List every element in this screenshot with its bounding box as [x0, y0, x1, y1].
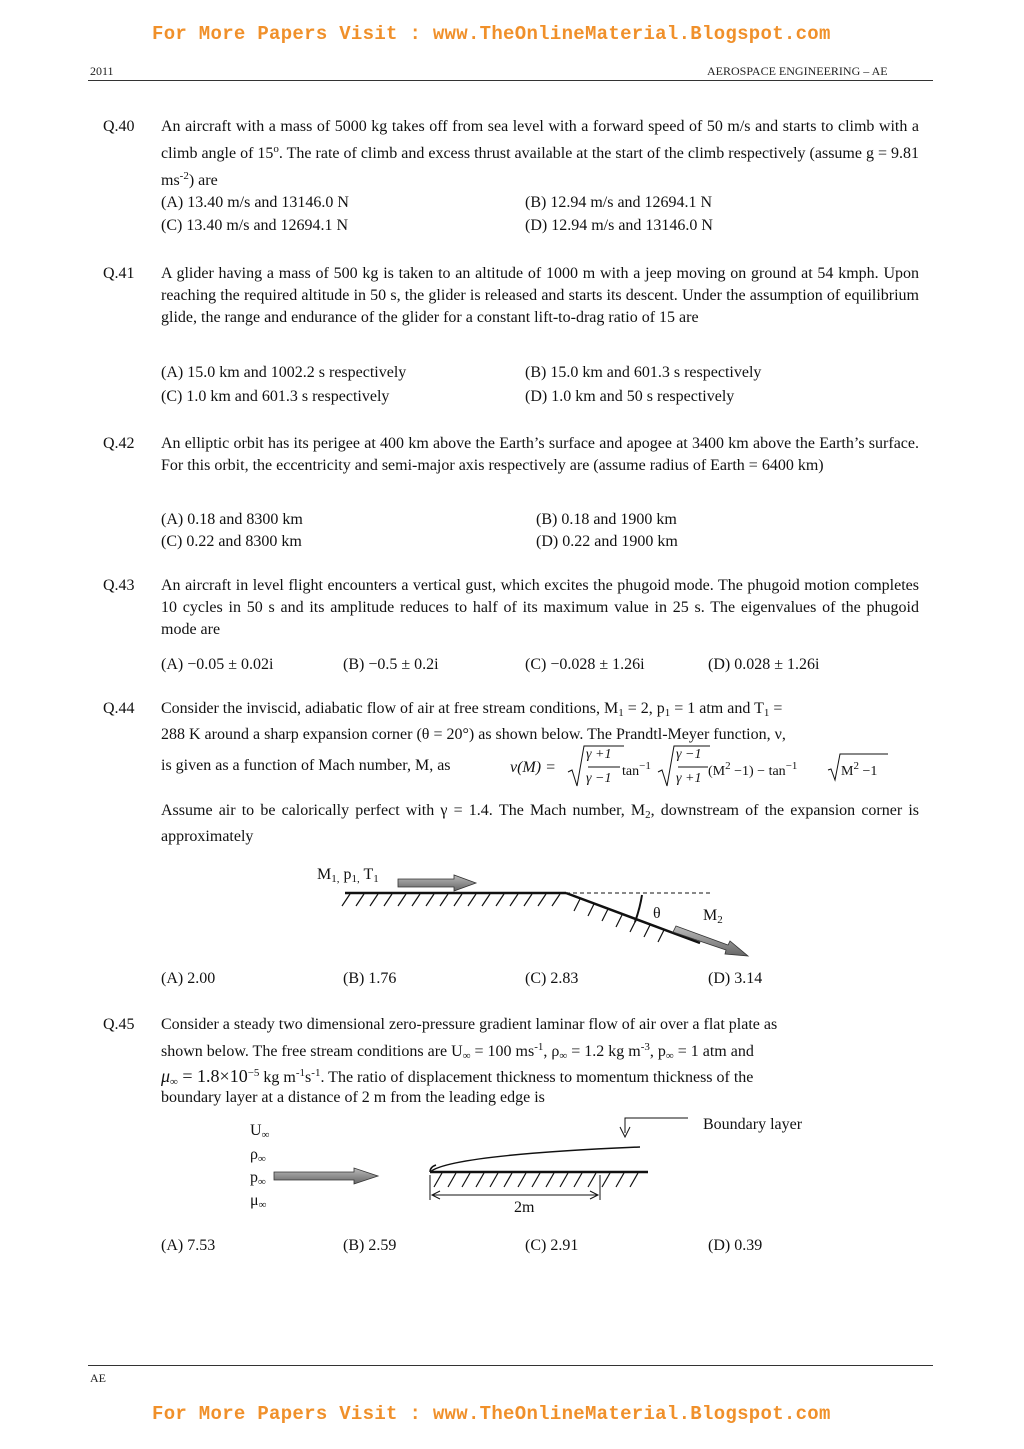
eq-sqrt-term: $M^2 -1$: [841, 760, 878, 779]
fig-outlet-label: $M_2$: [703, 907, 723, 926]
bl-pointer: [625, 1118, 688, 1133]
question-text: boundary layer at a distance of 2 m from the leading edge is: [161, 1089, 545, 1106]
option-b: (B) 1.76: [343, 970, 397, 987]
flat-plate-figure: [270, 1115, 710, 1225]
boundary-layer-curve: [430, 1147, 640, 1172]
option-d: (D) 1.0 km and 50 s respectively: [525, 388, 735, 405]
eq-numerator: γ +1: [586, 747, 612, 762]
fig-inlet-label: $M_{1,}$ $p_{1,}$ $T_1$: [317, 866, 379, 885]
angle-arc: [635, 895, 642, 922]
flow-arrow-inlet: [398, 875, 476, 891]
option-c: (C) 13.40 m/s and 12694.1 N: [161, 217, 349, 234]
header-year: 2011: [90, 64, 114, 78]
wall-hatching: [342, 894, 664, 942]
question-number: Q.44: [103, 700, 135, 717]
question-number: Q.42: [103, 435, 135, 452]
option-c: (C) 1.0 km and 601.3 s respectively: [161, 388, 390, 405]
option-a: (A) −0.05 ± 0.02i: [161, 656, 274, 673]
option-d: (D) 0.22 and 1900 km: [536, 533, 678, 550]
eq-numerator: γ −1: [676, 747, 702, 762]
option-a: (A) 2.00: [161, 970, 216, 987]
option-a: (A) 0.18 and 8300 km: [161, 511, 303, 528]
fig-length-label: 2m: [514, 1199, 535, 1216]
header-subject: AEROSPACE ENGINEERING – AE: [707, 64, 888, 78]
eq-denominator: γ +1: [676, 771, 702, 786]
fig-theta-label: θ: [653, 905, 661, 922]
flow-arrow: [274, 1168, 378, 1184]
option-a: (A) 7.53: [161, 1237, 216, 1254]
option-b: (B) 12.94 m/s and 12694.1 N: [525, 194, 713, 211]
option-a: (A) 15.0 km and 1002.2 s respectively: [161, 364, 407, 381]
fig-viscosity-label: $\mu_\infty$: [250, 1192, 267, 1211]
option-b: (B) −0.5 ± 0.2i: [343, 656, 439, 673]
eq-lhs: ν(M) =: [510, 759, 556, 776]
option-d: (D) 0.028 ± 1.26i: [708, 656, 820, 673]
question-text: $\mu_\infty = 1.8\times 10^{-5}$ kg $m^{-1}s^{-1}$. The ratio of displacement thickness to momentum thickness of the: [161, 1066, 754, 1088]
header-rule: [88, 80, 933, 81]
question-text: Consider the inviscid, adiabatic flow of air at free stream conditions, $M_1 = 2$, $p_1 = 1$ atm and $T_1$ = 288 K around a sharp expansion corner (θ = 20°) as shown below. The Prandtl-Meyer function, ν,: [161, 700, 786, 743]
option-c: (C) −0.028 ± 1.26i: [525, 656, 645, 673]
option-d: (D) 0.39: [708, 1237, 763, 1254]
flow-arrow-outlet: [673, 926, 748, 956]
fig-density-label: $\rho_\infty$: [250, 1146, 266, 1165]
option-d: (D) 12.94 m/s and 13146.0 N: [525, 217, 713, 234]
option-c: (C) 2.91: [525, 1237, 579, 1254]
equation-intro: is given as a function of Mach number, M, as: [161, 757, 451, 774]
expansion-corner-figure: [330, 870, 760, 960]
option-d: (D) 3.14: [708, 970, 763, 987]
question-text: Consider a steady two dimensional zero-pressure gradient laminar flow of air over a flat plate as shown below. The free stream conditions are $U_\infty = 100$ $ms^{-1}$, $\rho_\infty = 1.2$ kg $m^{-3}$, $p_\infty = 1$ atm and: [161, 1016, 778, 1062]
option-a: (A) 13.40 m/s and 13146.0 N: [161, 194, 349, 211]
question-text: An aircraft in level flight encounters a vertical gust, which excites the phugoid mode. The phugoid motion completes 10 cycles in 50 s and its amplitude reduces to half of its maximum value in 25 s. The eigenvalues of the phugoid mode are: [161, 577, 919, 638]
fig-pressure-label: $p_\infty$: [250, 1169, 266, 1188]
option-c: (C) 2.83: [525, 970, 579, 987]
fig-velocity-label: $U_\infty$: [250, 1122, 270, 1141]
question-text: Assume air to be calorically perfect with γ = 1.4. The Mach number, $M_2$, downstream of the expansion corner is approximately: [161, 802, 920, 845]
question-number: Q.41: [103, 265, 135, 282]
question-text: An elliptic orbit has its perigee at 400 km above the Earth’s surface and apogee at 3400 km above the Earth’s surface. For this orbit, the eccentricity and semi-major axis respectively are (assume radius of Earth = 6400 km): [161, 435, 919, 474]
question-text: An aircraft with a mass of 5000 kg takes off from sea level with a forward speed of 50 m/s and starts to climb with a climb angle of 15$^o$. The rate of climb and excess thrust available at the start of the climb respectively (assume g = 9.81 $ms^{-2}$) are: [161, 118, 919, 189]
option-c: (C) 0.22 and 8300 km: [161, 533, 302, 550]
promo-banner-bottom: For More Papers Visit : www.TheOnlineMaterial.Blogspot.com: [152, 1403, 831, 1425]
option-b: (B) 0.18 and 1900 km: [536, 511, 677, 528]
question-number: Q.45: [103, 1016, 135, 1033]
promo-banner-top: For More Papers Visit : www.TheOnlineMaterial.Blogspot.com: [152, 23, 831, 45]
plate-hatching: [434, 1173, 638, 1187]
eq-mach-term: $(M^2 -1) - \tan^{-1}$: [708, 760, 798, 779]
question-number: Q.43: [103, 577, 135, 594]
eq-denominator: γ −1: [586, 771, 612, 786]
option-b: (B) 15.0 km and 601.3 s respectively: [525, 364, 762, 381]
question-text: A glider having a mass of 500 kg is taken to an altitude of 1000 m with a jeep moving on ground at 54 kmph. Upon reaching the required altitude in 50 s, the glider is released and starts its descent. Under the assumption of equilibrium glide, the range and endurance of the glider for a constant lift-to-drag ratio of 15 are: [161, 265, 919, 326]
option-b: (B) 2.59: [343, 1237, 397, 1254]
footer-rule: [88, 1365, 933, 1366]
wall-downstream: [566, 893, 700, 943]
eq-tan1: $\tan^{-1}$: [622, 760, 651, 779]
question-number: Q.40: [103, 118, 135, 135]
fig-boundary-layer-label: Boundary layer: [703, 1116, 803, 1133]
footer-code: AE: [90, 1371, 106, 1385]
